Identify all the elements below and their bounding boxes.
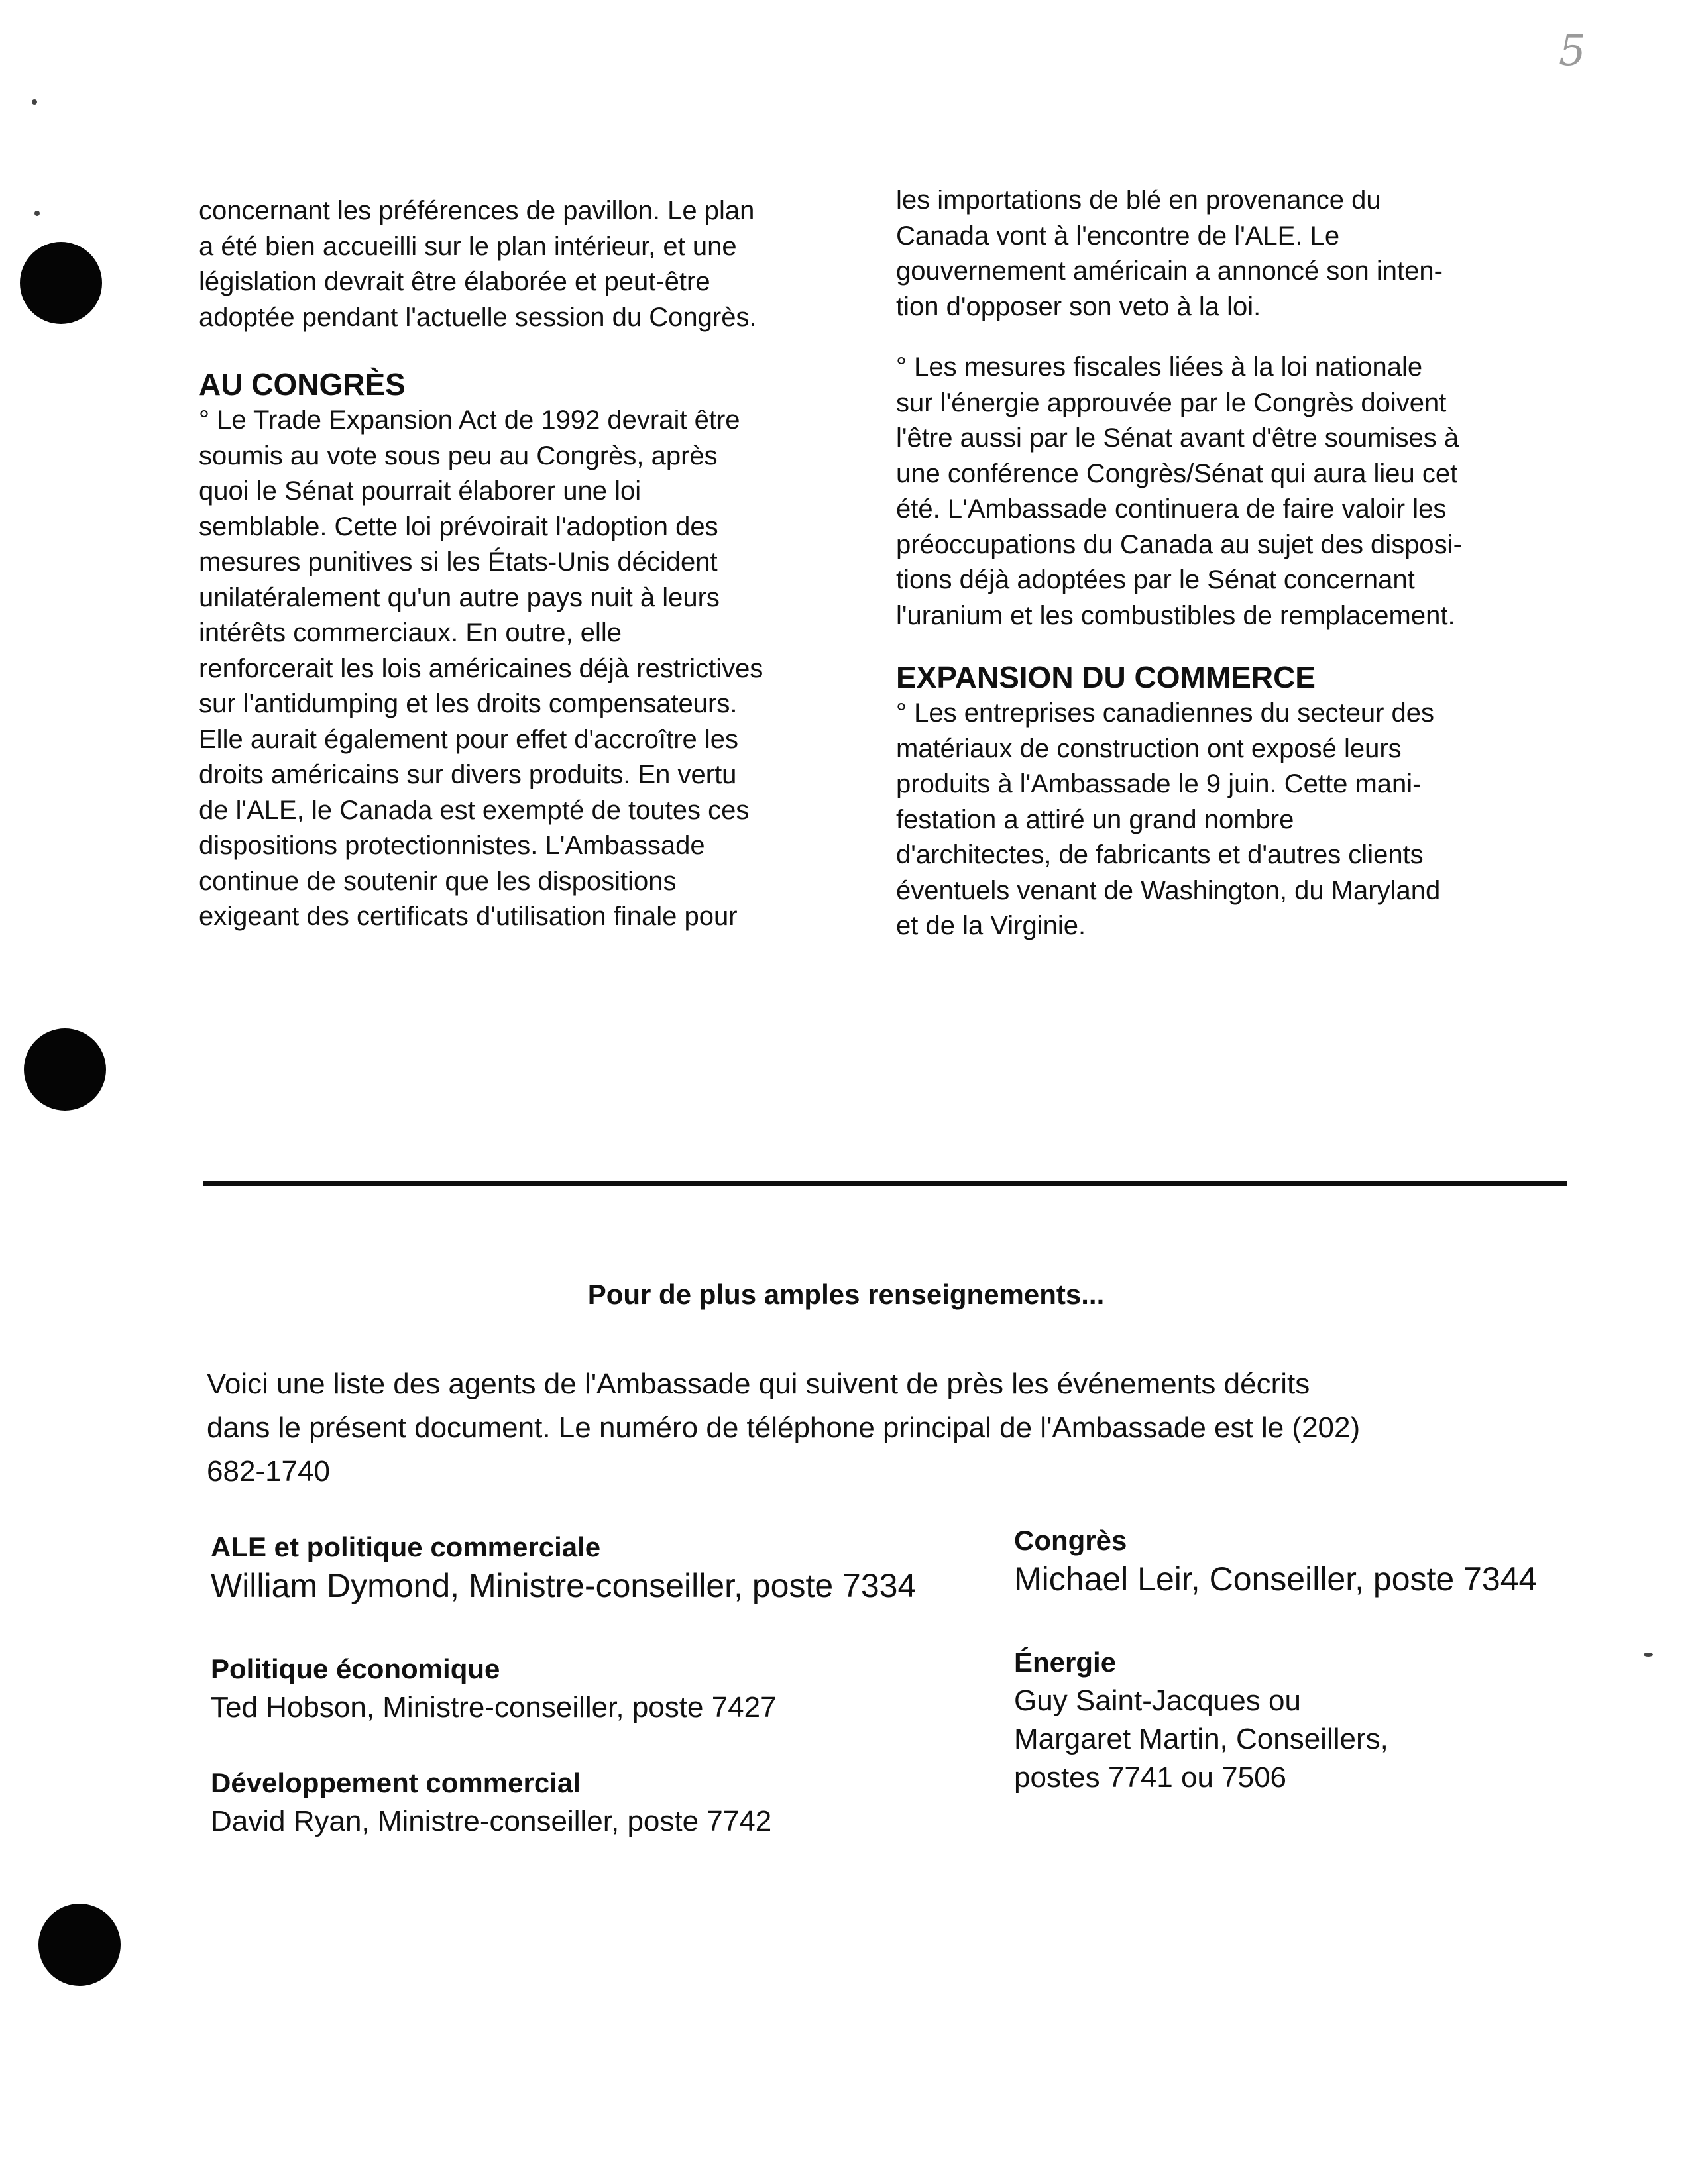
horizontal-divider — [203, 1181, 1567, 1186]
contact-congres — [1014, 1521, 1537, 1598]
contact-details: Michael Leir, Conseiller, poste 7344 — [1014, 1560, 1538, 1598]
info-intro: Voici une liste des agents de l'Ambassade qui suivent de près les événements décrits dans le présent document. Le numéro de téléphone principal de l'Ambassade est le (202) 682-1740 — [207, 1368, 1361, 1488]
info-title: Pour de plus amples renseignements... — [587, 1279, 1105, 1310]
contact-details: Ted Hobson, Ministre-conseiller, poste 7427 — [211, 1691, 777, 1723]
contact-details: Guy Saint-Jacques ou Margaret Martin, Conseillers, postes 7741 ou 7506 — [1014, 1684, 1388, 1794]
section-heading-au-congres: AU CONGRÈS — [199, 367, 406, 402]
page-number: 5 — [1559, 27, 1586, 76]
scan-speck — [1644, 1653, 1653, 1657]
contact-details: William Dymond, Ministre-conseiller, poste 7334 — [211, 1567, 917, 1604]
section-heading-expansion: EXPANSION DU COMMERCE — [896, 660, 1316, 694]
right-paragraph-3: ° Les entreprises canadiennes du secteur des matériaux de construction ont exposé leurs produits à l'Ambassade le 9 juin. Cette mani- festation a attiré un grand nombre d'architectes, de fabricants et d'autres clients éventuels venant de Washington, du Maryland et de la Virginie. — [896, 698, 1441, 940]
right-column — [896, 183, 1572, 944]
scan-speck — [32, 99, 37, 105]
punch-hole-middle — [24, 1028, 106, 1111]
right-paragraph-1: les importations de blé en provenance du Canada vont à l'encontre de l'ALE. Le gouvernement américain a annoncé son inten- tion d'opposer son veto à la loi. — [896, 186, 1443, 321]
punch-hole-bottom — [38, 1904, 121, 1986]
left-column — [199, 193, 875, 935]
contact-heading: Énergie — [1014, 1647, 1117, 1678]
contact-ale — [211, 1528, 916, 1605]
contact-politique-economique — [211, 1650, 777, 1727]
scan-speck — [34, 211, 40, 216]
right-paragraph-2: ° Les mesures fiscales liées à la loi nationale sur l'énergie approuvée par le Congrès doivent l'être aussi par le Sénat avant d'être soumises à une conférence Congrès/Sénat qui aura lieu cet été. L'Ambassade continuera de faire valoir les préoccupations du Canada au sujet des disposi- tions déjà adoptées par le Sénat concernant l'uranium et les combustibles de remplacement. — [896, 353, 1462, 630]
contact-details: David Ryan, Ministre-conseiller, poste 7742 — [211, 1805, 772, 1837]
contact-heading: ALE et politique commerciale — [211, 1531, 601, 1562]
left-paragraph-1: concernant les préférences de pavillon. Le plan a été bien accueilli sur le plan intérieur, et une législation devrait être élaborée et peut-être adoptée pendant l'actuelle session du Congrès. — [199, 196, 757, 332]
contact-developpement-commercial — [211, 1764, 771, 1841]
contact-heading: Développement commercial — [211, 1767, 581, 1798]
contact-energie — [1014, 1643, 1388, 1797]
contact-heading: Politique économique — [211, 1653, 500, 1684]
contact-heading: Congrès — [1014, 1525, 1127, 1556]
left-paragraph-2: ° Le Trade Expansion Act de 1992 devrait être soumis au vote sous peu au Congrès, après quoi le Sénat pourrait élaborer une loi semblable. Cette loi prévoirait l'adoption des mesures punitives si les États-Unis décident unilatéralement qu'un autre pays nuit à leurs intérêts commerciaux. En outre, elle renforcerait les lois américaines déjà restrictives sur l'antidumping et les droits compensateurs. Elle aurait également pour effet d'accroître les droits américains sur divers produits. En vertu de l'ALE, le Canada est exempté de toutes ces dispositions protectionnistes. L'Ambassade continue de soutenir que les dispositions exigeant des certificats d'utilisation finale pour — [199, 406, 763, 931]
punch-hole-top — [20, 242, 102, 324]
